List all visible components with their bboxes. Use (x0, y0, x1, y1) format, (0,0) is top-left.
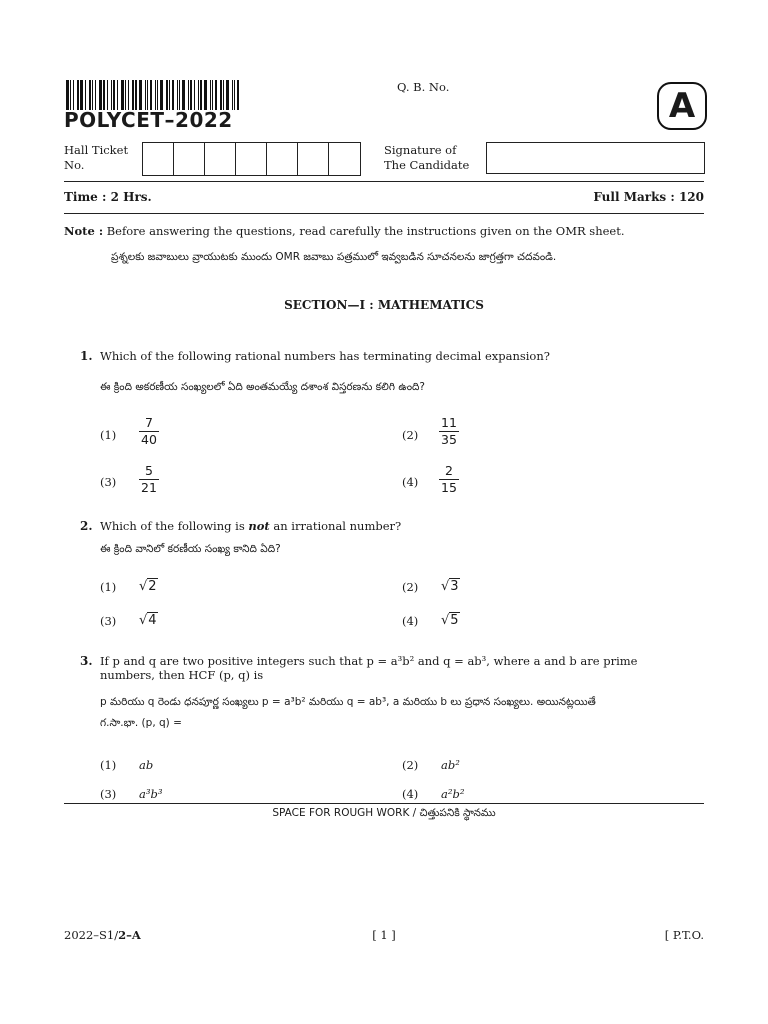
question-number: 3. (80, 654, 93, 668)
option-label: (1) (100, 580, 117, 594)
question-text-en: Which of the following is not an irrational number? (100, 519, 402, 533)
barcode-bar (226, 80, 229, 110)
barcode-bar (210, 80, 211, 110)
barcode-bar (73, 80, 74, 110)
qb-number-label: Q. B. No. (397, 80, 450, 94)
option-label: (2) (402, 758, 419, 772)
option-label: (1) (100, 428, 117, 442)
barcode-bar (212, 80, 213, 110)
divider (64, 213, 704, 214)
note-text-en: Before answering the questions, read carefully the instructions given on the OMR sheet. (106, 224, 625, 238)
barcode-bar (169, 80, 170, 110)
option-label: (3) (100, 475, 117, 489)
option-sqrt[interactable]: √3 (441, 579, 459, 594)
barcode-bar (232, 80, 233, 110)
barcode-bar (194, 80, 195, 110)
barcode-bar (177, 80, 178, 110)
barcode-bar (121, 80, 124, 110)
question-number: 2. (80, 519, 93, 533)
option-fraction[interactable]: $\frac{11}{35}$ (441, 415, 457, 447)
barcode-bar (107, 80, 108, 110)
barcode-bar (103, 80, 105, 110)
barcode-bar (132, 80, 134, 110)
divider (64, 803, 704, 804)
barcode-bar (155, 80, 156, 110)
barcode-bar (92, 80, 93, 110)
barcode-bar (70, 80, 71, 110)
option-fraction[interactable]: $\frac{2}{15}$ (441, 463, 457, 495)
barcode (66, 80, 272, 110)
barcode-bar (172, 80, 174, 110)
barcode-bar (220, 80, 222, 110)
barcode-bar (166, 80, 168, 110)
time-label: Time : 2 Hrs. (64, 190, 152, 204)
option-label: (1) (100, 758, 117, 772)
option-label: (4) (402, 614, 419, 628)
barcode-bar (85, 80, 86, 110)
note-label: Note : (64, 224, 104, 238)
option-label: (2) (402, 580, 419, 594)
hall-ticket-label: Hall Ticket No. (64, 143, 129, 172)
barcode-bar (95, 80, 96, 110)
barcode-bar (80, 80, 83, 110)
question-text-te: ఈ క్రింది వానిలో కరణీయ సంఖ్య కానిది ఏది? (100, 543, 281, 555)
pto-label: [ P.T.O. (664, 928, 704, 942)
option-text[interactable]: a³b³ (139, 787, 163, 801)
barcode-bar (188, 80, 189, 110)
barcode-bar (237, 80, 239, 110)
barcode-bar (111, 80, 112, 110)
paper-code: 2022–S1/2–A (64, 928, 141, 942)
question-text-en: If p and q are two positive integers such that p = a³b² and q = ab³, where a and b are prime numbers, then HCF (p, q) is (100, 654, 638, 682)
barcode-bar (179, 80, 180, 110)
barcode-bar (150, 80, 152, 110)
page-number: [ 1 ] (372, 928, 396, 942)
barcode-bar (160, 80, 163, 110)
option-label: (4) (402, 475, 419, 489)
divider (64, 181, 704, 182)
option-label: (2) (402, 428, 419, 442)
option-text[interactable]: ab² (441, 758, 460, 772)
barcode-bar (135, 80, 137, 110)
barcode-bar (99, 80, 102, 110)
barcode-bar (215, 80, 217, 110)
barcode-bar (113, 80, 115, 110)
full-marks-label: Full Marks : 120 (593, 190, 704, 204)
signature-box[interactable] (486, 142, 705, 174)
barcode-bar (204, 80, 207, 110)
option-label: (4) (402, 787, 419, 801)
barcode-bar (139, 80, 142, 110)
barcode-bar (128, 80, 129, 110)
option-text[interactable]: a²b² (441, 787, 465, 801)
option-fraction[interactable]: $\frac{5}{21}$ (141, 463, 157, 495)
barcode-bar (125, 80, 126, 110)
option-text[interactable]: ab (139, 758, 154, 772)
barcode-bar (198, 80, 199, 110)
option-sqrt[interactable]: √2 (139, 579, 157, 594)
section-title: SECTION—I : MATHEMATICS (284, 298, 484, 312)
question-number: 1. (80, 349, 93, 363)
question-text-te: ఈ క్రింది అకరణీయ సంఖ్యలలో ఏది అంతమయ్యే దశాంశ విస్తరణను కలిగి ఉంది? (100, 381, 426, 393)
question-text-te: p మరియు q రెండు ధనపూర్ణ సంఖ్యలు p = a³b² మరియు q = ab³, a మరియు b లు ప్రధాన సంఖ్యలు. అయినట్లయితే గ.సా.భా. (p, q) = (100, 696, 596, 729)
option-fraction[interactable]: $\frac{7}{40}$ (141, 415, 157, 447)
barcode-bar (182, 80, 185, 110)
note-text-te: ప్రశ్నలకు జవాబులు వ్రాయుటకు ముందు OMR జవాబు పత్రములో ఇవ్వబడిన సూచనలను జాగ్రత్తగా చదవండి. (111, 251, 557, 263)
barcode-bar (223, 80, 224, 110)
barcode-bar (157, 80, 158, 110)
option-sqrt[interactable]: √4 (139, 613, 157, 628)
signature-label: Signature of The Candidate (384, 143, 470, 172)
question-text-en: Which of the following rational numbers has terminating decimal expansion? (100, 349, 550, 363)
note (64, 224, 714, 238)
barcode-bar (117, 80, 118, 110)
hall-ticket-boxes[interactable] (142, 142, 361, 176)
barcode-bar (234, 80, 235, 110)
option-label: (3) (100, 614, 117, 628)
barcode-bar (200, 80, 202, 110)
option-label: (3) (100, 787, 117, 801)
barcode-bar (89, 80, 91, 110)
barcode-bar (145, 80, 146, 110)
barcode-bar (147, 80, 148, 110)
option-sqrt[interactable]: √5 (441, 613, 459, 628)
barcode-bar (66, 80, 69, 110)
rough-work-label: SPACE FOR ROUGH WORK / చిత్తుపనికి స్థానము (272, 807, 496, 819)
barcode-bar (190, 80, 192, 110)
set-code-badge: A (657, 82, 707, 130)
exam-title: POLYCET–2022 (64, 108, 233, 132)
barcode-bar (77, 80, 79, 110)
